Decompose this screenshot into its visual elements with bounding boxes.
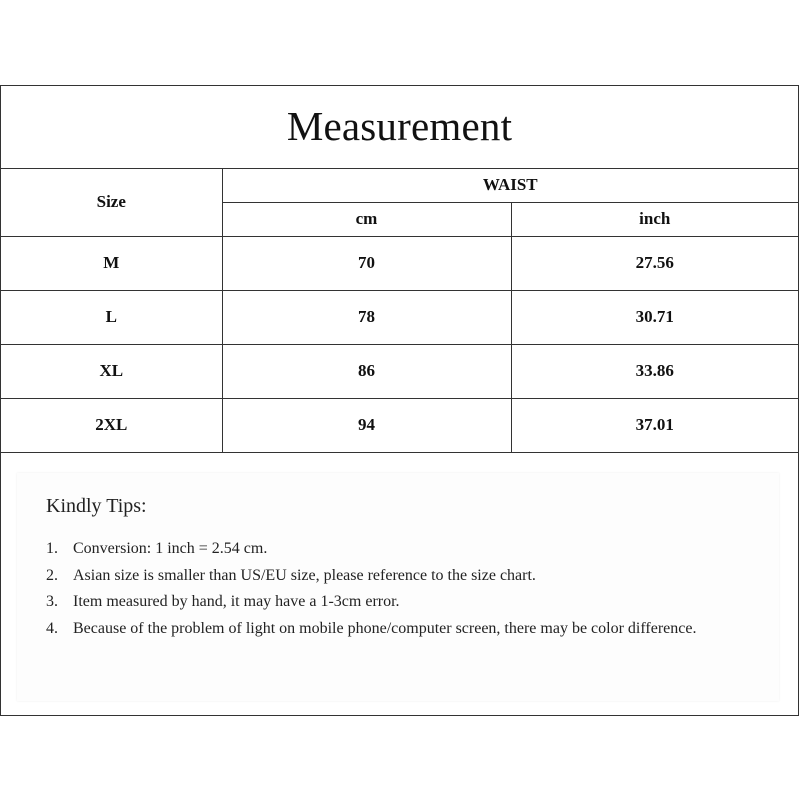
table-row [1, 236, 798, 290]
inch-cell: 33.86 [511, 344, 798, 398]
size-cell: L [1, 290, 222, 344]
cm-cell: 86 [222, 344, 511, 398]
table-header-row [1, 168, 798, 202]
tips-title: Kindly Tips: [46, 495, 147, 517]
page-title: Measurement [286, 103, 513, 149]
list-text: Conversion: 1 inch = 2.54 cm. [73, 540, 268, 557]
size-chart [0, 85, 799, 716]
table-row [1, 290, 798, 344]
list-text: Asian size is smaller than US/EU size, please reference to the size chart. [73, 566, 536, 584]
cm-cell: 78 [222, 290, 511, 344]
list-item [46, 536, 726, 563]
list-number: 1. [46, 540, 58, 557]
measurement-table [1, 168, 798, 453]
title-row [1, 86, 798, 169]
tips-list [46, 536, 726, 642]
table-row [1, 398, 798, 452]
list-number: 4. [46, 619, 58, 637]
cm-cell: 70 [222, 236, 511, 290]
list-item [46, 563, 726, 590]
list-item [46, 589, 726, 616]
list-number: 2. [46, 566, 58, 584]
size-column-header: Size [1, 168, 222, 236]
list-item [46, 616, 726, 643]
inch-cell: 27.56 [511, 236, 798, 290]
list-text: Because of the problem of light on mobile phone/computer screen, there may be color difference. [73, 619, 697, 637]
tips-box [17, 473, 779, 701]
inch-cell: 37.01 [511, 398, 798, 452]
cm-cell: 94 [222, 398, 511, 452]
waist-group-header: WAIST [222, 168, 798, 202]
table-row [1, 344, 798, 398]
list-text: Item measured by hand, it may have a 1-3cm error. [73, 593, 400, 610]
size-cell: M [1, 236, 222, 290]
list-number: 3. [46, 593, 58, 610]
size-cell: XL [1, 344, 222, 398]
size-cell: 2XL [1, 398, 222, 452]
inch-cell: 30.71 [511, 290, 798, 344]
cm-column-header: cm [222, 202, 511, 236]
inch-column-header: inch [511, 202, 798, 236]
